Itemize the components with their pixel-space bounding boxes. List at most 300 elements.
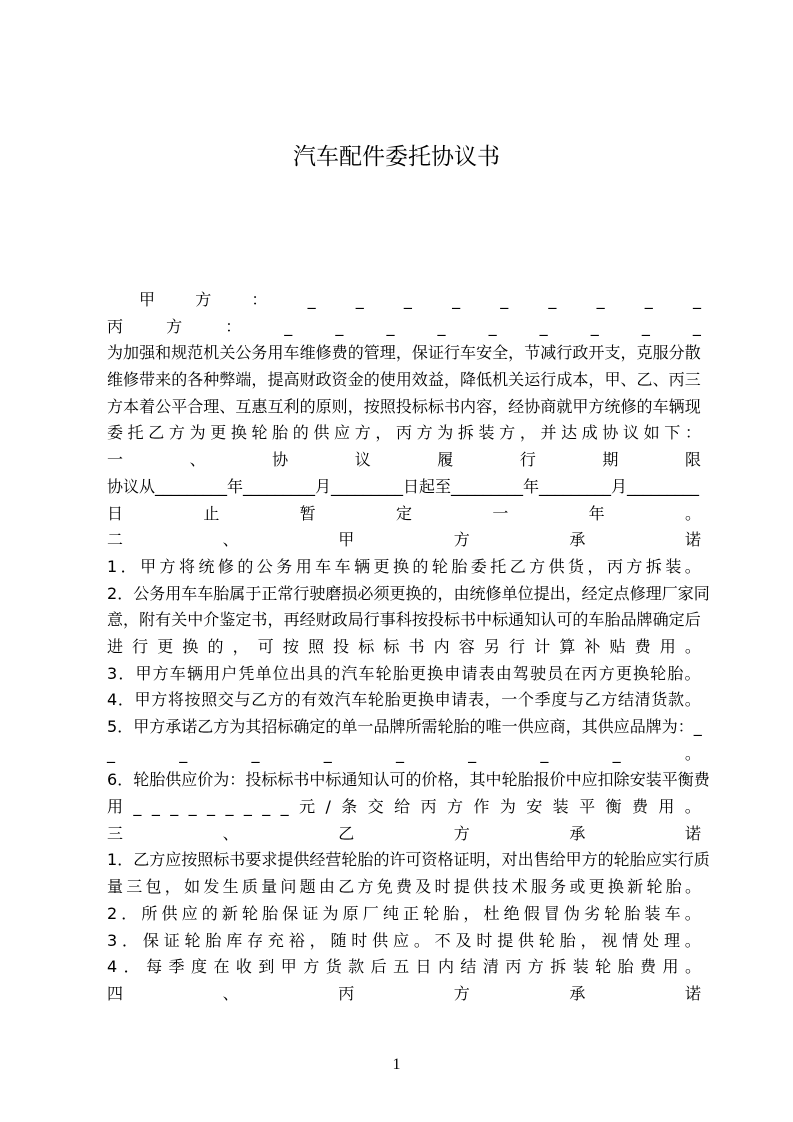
text-char: 高 bbox=[283, 370, 300, 390]
text-char: 补 bbox=[584, 636, 601, 656]
text-char: 丙 bbox=[395, 423, 412, 443]
text-char: 证 bbox=[453, 850, 470, 870]
text-char: 轮 bbox=[613, 850, 630, 870]
text-char: 证 bbox=[427, 343, 444, 363]
text-char: 换 bbox=[427, 663, 444, 683]
text-char: 投 bbox=[427, 610, 444, 630]
text-char: 使 bbox=[379, 370, 396, 390]
text-char: 开 bbox=[588, 343, 605, 363]
text-char: 的 bbox=[363, 370, 380, 390]
text-char: 经 bbox=[508, 396, 525, 416]
text-char: 可 bbox=[556, 610, 573, 630]
text-char: 事 bbox=[379, 610, 396, 630]
text-char: 轮 bbox=[538, 930, 555, 950]
text-char: _ bbox=[133, 797, 142, 817]
text-char: 平 bbox=[579, 797, 596, 817]
text-char: _ bbox=[539, 316, 548, 336]
text-char: 行 bbox=[443, 343, 460, 363]
text-char: 节 bbox=[524, 343, 541, 363]
text-char: 安 bbox=[526, 797, 543, 817]
text-char: 容 bbox=[476, 396, 493, 416]
text-char: 标 bbox=[213, 850, 230, 870]
text-char: 甲 bbox=[134, 690, 151, 710]
text-char: 公 bbox=[256, 556, 273, 576]
text-char: 供 bbox=[372, 930, 389, 950]
text-char: 进 bbox=[107, 636, 124, 656]
text-char: 三 bbox=[684, 370, 701, 390]
text-char: 方 bbox=[601, 690, 618, 710]
text-char: 胎 bbox=[629, 850, 646, 870]
text-char: 安 bbox=[629, 770, 646, 790]
text-char: 为 bbox=[189, 423, 206, 443]
text-char: 可 bbox=[405, 850, 422, 870]
text-char: 供 bbox=[313, 423, 330, 443]
text-char: 书 bbox=[251, 610, 268, 630]
text-char: 合 bbox=[187, 396, 204, 416]
text-char: 结 bbox=[618, 690, 635, 710]
text-char: 货 bbox=[325, 957, 342, 977]
text-char: 劣 bbox=[584, 903, 601, 923]
text-char: 或 bbox=[569, 877, 586, 897]
text-char: 服 bbox=[530, 877, 547, 897]
text-char: 求 bbox=[261, 850, 278, 870]
text-char: 所 bbox=[141, 903, 158, 923]
text-char: 2 bbox=[107, 903, 118, 923]
text-char: 供 bbox=[517, 717, 534, 736]
text-char: 行 bbox=[677, 850, 694, 870]
text-char: 方 bbox=[499, 423, 516, 443]
text-char: 认 bbox=[540, 610, 557, 630]
text-char: 装 bbox=[478, 423, 495, 443]
text-char: 每 bbox=[146, 957, 163, 977]
text-char: 金 bbox=[347, 370, 364, 390]
text-char: 技 bbox=[492, 877, 509, 897]
text-char: 证 bbox=[302, 903, 319, 923]
text-char: 提 bbox=[267, 370, 284, 390]
text-char: 本 bbox=[123, 396, 140, 416]
text-char: 格 bbox=[437, 850, 454, 870]
text-char: 内 bbox=[433, 636, 450, 656]
text-char: 照 bbox=[197, 850, 214, 870]
text-char: 牌 bbox=[645, 717, 662, 736]
text-char: 装 bbox=[552, 797, 569, 817]
text-char: 车 bbox=[664, 903, 681, 923]
text-char: 换 bbox=[633, 663, 650, 683]
text-char: _ bbox=[590, 316, 599, 336]
text-char: 三 bbox=[107, 823, 124, 843]
text-char: ， bbox=[565, 717, 582, 736]
text-char: 乙 bbox=[133, 850, 150, 870]
text-char: ， bbox=[485, 850, 502, 870]
text-char: 着 bbox=[139, 396, 156, 416]
text-char: 车 bbox=[334, 556, 351, 576]
text-char: 常 bbox=[277, 583, 294, 603]
text-char: 托 bbox=[490, 556, 507, 576]
text-char: 胎 bbox=[392, 663, 409, 683]
text-char: 杜 bbox=[483, 903, 500, 923]
text-char: 有 bbox=[155, 610, 172, 630]
text-char: 全 bbox=[492, 343, 509, 363]
text-char: 为 bbox=[213, 770, 230, 790]
text-char: 包 bbox=[145, 877, 162, 897]
text-char: 理 bbox=[663, 930, 680, 950]
text-char: 达 bbox=[561, 423, 578, 443]
text-char: 损 bbox=[341, 583, 358, 603]
text-char: 限 bbox=[684, 450, 701, 470]
text-char: 4 bbox=[107, 690, 118, 710]
text-char: 品 bbox=[620, 610, 637, 630]
text-char: 关 bbox=[219, 343, 236, 363]
text-char: ， bbox=[251, 370, 268, 390]
text-char: 为 bbox=[229, 717, 246, 736]
text-char: 胎 bbox=[272, 423, 289, 443]
text-char: 统 bbox=[198, 556, 215, 576]
text-char: 轮 bbox=[242, 903, 259, 923]
text-line bbox=[107, 901, 701, 928]
text-char: ， bbox=[309, 930, 326, 950]
text-char: 轮 bbox=[604, 903, 621, 923]
text-char: 轮 bbox=[650, 663, 667, 683]
text-char: ： bbox=[229, 770, 246, 790]
text-char: 一 bbox=[357, 717, 374, 736]
text-char: 申 bbox=[434, 690, 451, 710]
text-char: 在 bbox=[564, 663, 581, 683]
text-char: 的 bbox=[572, 610, 589, 630]
text-char: 丙 bbox=[338, 983, 355, 1003]
text-char: 政 bbox=[331, 610, 348, 630]
text-char: 一 bbox=[501, 717, 518, 736]
text-char: ， bbox=[484, 690, 501, 710]
text-char: ， bbox=[347, 396, 364, 416]
text-char: 甲 bbox=[338, 530, 355, 550]
text-char: 问 bbox=[280, 877, 297, 897]
text-char: 更 bbox=[588, 877, 605, 897]
text-char: 标 bbox=[325, 770, 342, 790]
text-char: 诺 bbox=[684, 530, 701, 550]
text-char: 理 bbox=[203, 396, 220, 416]
text-char: 范 bbox=[187, 343, 204, 363]
text-char: 结 bbox=[460, 957, 477, 977]
text-char: 量 bbox=[261, 877, 278, 897]
text-char: _ bbox=[437, 316, 446, 336]
text-char: 将 bbox=[178, 556, 195, 576]
text-char: 更 bbox=[401, 690, 418, 710]
text-char: 户 bbox=[221, 663, 238, 683]
text-char: 如 bbox=[643, 423, 660, 443]
text-char: 惠 bbox=[251, 396, 268, 416]
text-char: 营 bbox=[325, 850, 342, 870]
text-line bbox=[107, 687, 701, 714]
text-char: 诺 bbox=[181, 717, 198, 736]
text-char: 纯 bbox=[382, 903, 399, 923]
text-char: 供 bbox=[548, 556, 565, 576]
text-char: 对 bbox=[501, 850, 518, 870]
text-char: 季 bbox=[534, 690, 551, 710]
text-char: 标 bbox=[261, 770, 278, 790]
text-char: 用 bbox=[267, 343, 284, 363]
text-char: 降 bbox=[460, 370, 477, 390]
text-char: 标 bbox=[443, 610, 460, 630]
text-char: 履 bbox=[437, 450, 454, 470]
text-char: 效 bbox=[317, 690, 334, 710]
text-char: 投 bbox=[245, 770, 262, 790]
text-char: 给 bbox=[394, 797, 411, 817]
text-char: 方 bbox=[416, 423, 433, 443]
text-char: 车 bbox=[169, 663, 186, 683]
text-line bbox=[107, 847, 710, 874]
section-heading-3 bbox=[107, 821, 701, 848]
text-char: 为 bbox=[107, 343, 124, 363]
text-char: 方 bbox=[267, 690, 284, 710]
text-line bbox=[107, 634, 701, 661]
text-line bbox=[107, 767, 710, 794]
text-char: 暂 bbox=[299, 503, 316, 523]
text-char: 交 bbox=[217, 690, 234, 710]
text-char: 3 bbox=[107, 663, 118, 683]
text-char: 个 bbox=[517, 690, 534, 710]
text-char: 用 bbox=[658, 797, 675, 817]
text-char: 更 bbox=[373, 556, 390, 576]
text-char: 修 bbox=[217, 556, 234, 576]
text-char: 分 bbox=[668, 343, 685, 363]
text-char: 中 bbox=[565, 770, 582, 790]
text-char: 胎 bbox=[667, 663, 684, 683]
text-char: _ bbox=[612, 743, 621, 763]
text-char: 1 bbox=[107, 850, 118, 870]
text-char: 凭 bbox=[238, 663, 255, 683]
text-char: 单 bbox=[341, 717, 358, 736]
text-char: ， bbox=[620, 343, 637, 363]
text-char: 。 bbox=[684, 743, 701, 763]
text-char: 方 bbox=[195, 290, 212, 309]
text-char: 供 bbox=[473, 877, 490, 897]
text-char: ． bbox=[122, 930, 139, 950]
text-char: 胎 bbox=[357, 850, 374, 870]
text-char: 辆 bbox=[354, 556, 371, 576]
text-char: 按 bbox=[184, 690, 201, 710]
text-char: 1 bbox=[107, 556, 118, 576]
text-char: 拆 bbox=[645, 556, 662, 576]
text-char: 支 bbox=[604, 343, 621, 363]
text-char: ． bbox=[117, 850, 134, 870]
text-char: 正 bbox=[403, 903, 420, 923]
text-char: 务 bbox=[276, 556, 293, 576]
text-char: 修 bbox=[485, 583, 502, 603]
text-char: 应 bbox=[181, 903, 198, 923]
text-char: 方 bbox=[107, 396, 124, 416]
text-char: 表 bbox=[478, 663, 495, 683]
text-char: ， bbox=[123, 610, 140, 630]
text-char: 原 bbox=[342, 903, 359, 923]
text-char: 一 bbox=[107, 450, 124, 470]
text-char: 公 bbox=[155, 396, 172, 416]
text-char: 端 bbox=[235, 370, 252, 390]
text-char: 、 bbox=[222, 983, 239, 1003]
text-char: 则 bbox=[331, 396, 348, 416]
text-char: 原 bbox=[315, 396, 332, 416]
text-char: 胎 bbox=[617, 957, 634, 977]
text-char: 汽 bbox=[341, 663, 358, 683]
text-char: 可 bbox=[257, 636, 274, 656]
text-char: 。 bbox=[684, 636, 701, 656]
text-char: 轮 bbox=[431, 556, 448, 576]
text-char: 照 bbox=[379, 396, 396, 416]
text-char: ， bbox=[453, 770, 470, 790]
text-char: ． bbox=[120, 556, 137, 576]
text-char: 供 bbox=[518, 930, 535, 950]
text-char: 位 bbox=[517, 583, 534, 603]
text-char: 政 bbox=[315, 370, 332, 390]
text-char: 现 bbox=[684, 396, 701, 416]
text-char: 。 bbox=[684, 877, 701, 897]
text-char: 单 bbox=[501, 583, 518, 603]
text-char: 同 bbox=[693, 583, 710, 603]
text-char: 托 bbox=[127, 423, 144, 443]
text-char: 丙 bbox=[420, 797, 437, 817]
text-char: 品 bbox=[629, 717, 646, 736]
text-char: 应 bbox=[165, 850, 182, 870]
text-char: 假 bbox=[523, 903, 540, 923]
text-char: 方 bbox=[453, 823, 470, 843]
text-char: 应 bbox=[181, 770, 198, 790]
text-char: 2 bbox=[107, 583, 118, 603]
text-char: 行 bbox=[132, 636, 149, 656]
text-char: _ bbox=[225, 797, 234, 817]
text-char: 和 bbox=[155, 343, 172, 363]
text-char: 车 bbox=[197, 583, 214, 603]
text-char: 。 bbox=[413, 930, 430, 950]
text-char: 方 bbox=[527, 957, 544, 977]
text-char: 及 bbox=[415, 877, 432, 897]
text-char: 车 bbox=[358, 663, 375, 683]
text-char: 处 bbox=[643, 930, 660, 950]
text-char: 季 bbox=[168, 957, 185, 977]
text-char: 关 bbox=[508, 370, 525, 390]
text-char: _ bbox=[188, 797, 197, 817]
text-char: 充 bbox=[267, 930, 284, 950]
text-char: 驶 bbox=[309, 583, 326, 603]
text-char: 服 bbox=[652, 343, 669, 363]
text-char: 散 bbox=[684, 343, 701, 363]
text-char: 承 bbox=[569, 983, 586, 1003]
text-char: 。 bbox=[684, 690, 701, 710]
text-char: 成 bbox=[556, 370, 573, 390]
text-char: 另 bbox=[483, 636, 500, 656]
text-char: 的 bbox=[292, 423, 309, 443]
text-char: 议 bbox=[354, 450, 371, 470]
text-char: 克 bbox=[636, 343, 653, 363]
text-char: _ bbox=[335, 316, 344, 336]
text-char: 书 bbox=[443, 396, 460, 416]
text-char: 定 bbox=[597, 583, 614, 603]
text-char: 经 bbox=[581, 583, 598, 603]
text-char: 的 bbox=[324, 663, 341, 683]
text-char: 通 bbox=[508, 610, 525, 630]
text-char: 方 bbox=[213, 717, 230, 736]
text-char: 行 bbox=[556, 343, 573, 363]
text-char: 磨 bbox=[325, 583, 342, 603]
text-char: 务 bbox=[251, 343, 268, 363]
text-char: 保 bbox=[142, 930, 159, 950]
text-char: 用 bbox=[165, 583, 182, 603]
text-char: 、 bbox=[189, 450, 206, 470]
text-char: 保 bbox=[411, 343, 428, 363]
text-char: 统 bbox=[604, 396, 621, 416]
text-char: 标 bbox=[358, 636, 375, 656]
text-char: 、 bbox=[652, 370, 669, 390]
text-char: 情 bbox=[622, 930, 639, 950]
text-char: 存 bbox=[247, 930, 264, 950]
text-char: ， bbox=[580, 930, 597, 950]
text-char: _ bbox=[596, 290, 605, 309]
text-char: 理 bbox=[379, 343, 396, 363]
text-char: 后 bbox=[370, 957, 387, 977]
text-line bbox=[107, 954, 701, 981]
text-char: 质 bbox=[241, 877, 258, 897]
text-char: 视 bbox=[601, 930, 618, 950]
text-char: 元 bbox=[299, 797, 316, 817]
text-char: 与 bbox=[567, 690, 584, 710]
text-char: 安 bbox=[476, 343, 493, 363]
text-char: 货 bbox=[568, 556, 585, 576]
text-char: 的 bbox=[284, 690, 301, 710]
document-title: 汽车配件委托协议书 bbox=[293, 144, 500, 170]
text-char: 轮 bbox=[423, 903, 440, 923]
text-char: 衡 bbox=[677, 770, 694, 790]
text-char: 换 bbox=[607, 877, 624, 897]
text-char: 胎 bbox=[205, 930, 222, 950]
text-char: 点 bbox=[613, 583, 630, 603]
text-char: ， bbox=[437, 583, 454, 603]
text-char: ， bbox=[492, 396, 509, 416]
text-char: 装 bbox=[665, 556, 682, 576]
text-char: 投 bbox=[395, 396, 412, 416]
text-char: ， bbox=[588, 370, 605, 390]
text-char: ． bbox=[117, 690, 134, 710]
text-char: 伪 bbox=[564, 903, 581, 923]
text-char: 带 bbox=[139, 370, 156, 390]
text-char: 的 bbox=[237, 556, 254, 576]
text-char: 内 bbox=[437, 957, 454, 977]
text-char: 胎 bbox=[149, 770, 166, 790]
text-char: 行 bbox=[363, 610, 380, 630]
text-char: ， bbox=[519, 423, 536, 443]
text-char: 方 bbox=[159, 556, 176, 576]
text-char: 照 bbox=[308, 636, 325, 656]
text-char: 行 bbox=[519, 450, 536, 470]
text-char: 方 bbox=[151, 690, 168, 710]
text-char: 的 bbox=[325, 717, 342, 736]
text-char: 须 bbox=[373, 583, 390, 603]
text-char: 供 bbox=[597, 717, 614, 736]
text-char: 货 bbox=[651, 690, 668, 710]
text-char: 乙 bbox=[509, 556, 526, 576]
text-char: 成 bbox=[581, 423, 598, 443]
text-char: 鉴 bbox=[219, 610, 236, 630]
text-char: 平 bbox=[171, 396, 188, 416]
text-line bbox=[107, 501, 701, 528]
text-char: 用 bbox=[395, 370, 412, 390]
text-char: 的 bbox=[201, 903, 218, 923]
text-char: 保 bbox=[282, 903, 299, 923]
text-char: 轮 bbox=[501, 770, 518, 790]
text-char: 出 bbox=[289, 663, 306, 683]
text-char: 资 bbox=[421, 850, 438, 870]
text-char: 免 bbox=[376, 877, 393, 897]
text-char: ． bbox=[118, 663, 135, 683]
text-char: 品 bbox=[373, 717, 390, 736]
text-char: 许 bbox=[389, 850, 406, 870]
